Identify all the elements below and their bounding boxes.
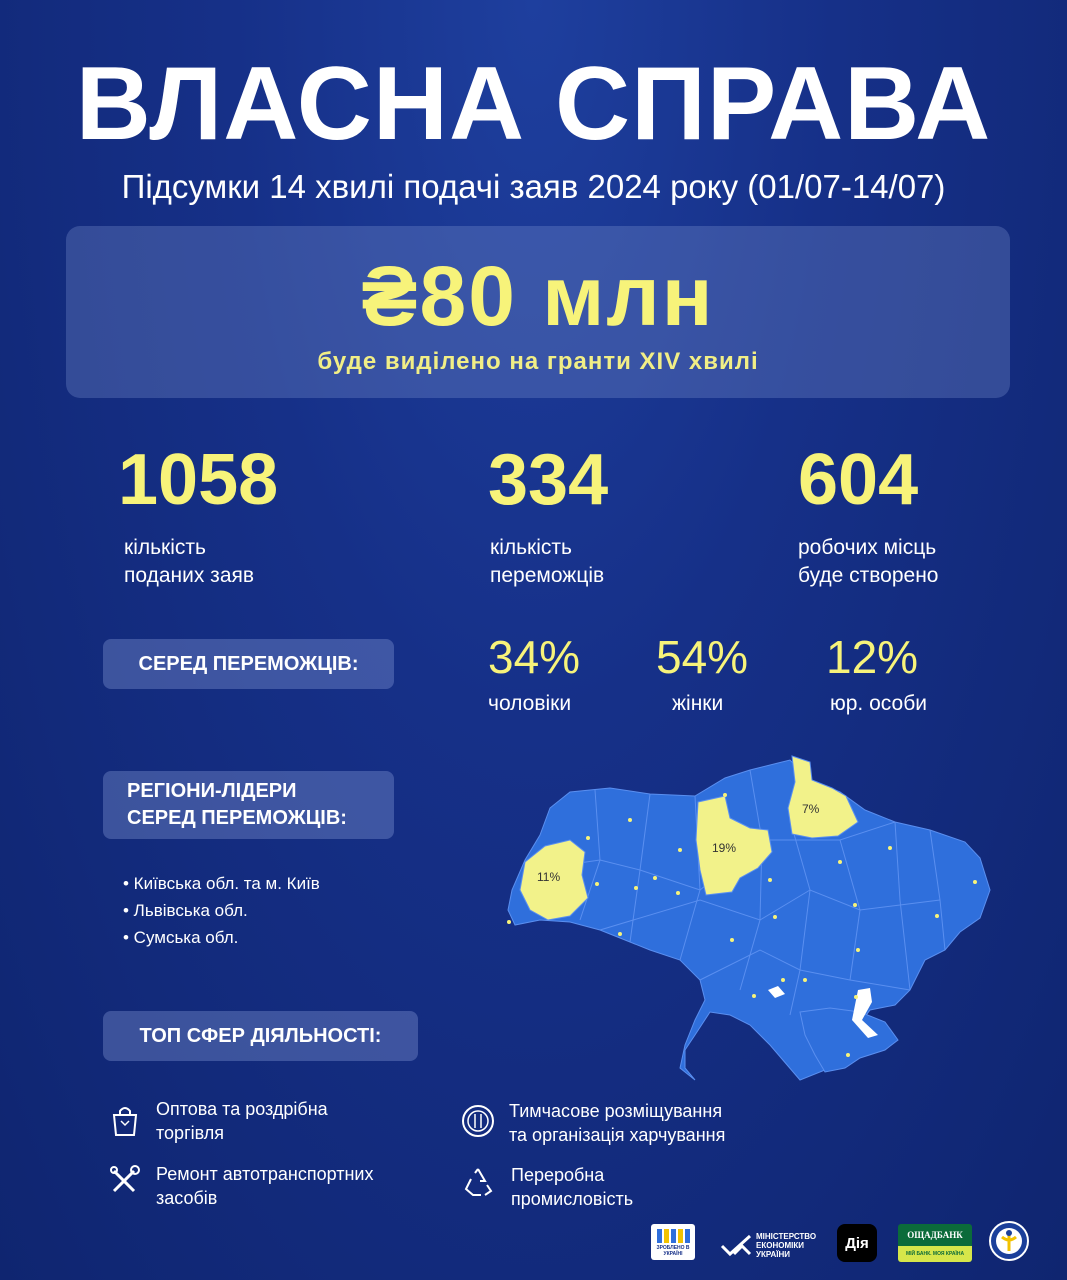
- oschadbank-slogan: МІЙ БАНК. МОЯ КРАЇНА: [898, 1246, 972, 1262]
- ministry-text-line: УКРАЇНИ: [756, 1250, 791, 1259]
- stat-value: 334: [488, 440, 609, 520]
- employment-center-emblem-icon: [988, 1220, 1030, 1262]
- sector-text-line: Оптова та роздрібна: [156, 1099, 328, 1119]
- sector-accommodation: [509, 1099, 725, 1147]
- map-label-lviv: 11%: [537, 870, 561, 884]
- stat-label: [798, 534, 939, 590]
- hero-caption: буде виділено на гранти XIV хвилі: [317, 348, 759, 375]
- sector-processing: [511, 1163, 633, 1211]
- stat-applications: [118, 440, 279, 590]
- made-in-ukraine-bars: [657, 1229, 690, 1243]
- tools-icon: [108, 1163, 142, 1197]
- ministry-text: [756, 1232, 816, 1259]
- winners-women: [656, 631, 749, 716]
- recycle-icon: [461, 1165, 495, 1199]
- stat-winners: [488, 440, 609, 590]
- sector-text-line: Тимчасове розміщування: [509, 1101, 723, 1121]
- regions-heading-line: СЕРЕД ПЕРЕМОЖЦІВ:: [127, 807, 347, 829]
- page-subtitle: Підсумки 14 хвилі подачі заяв 2024 року (01/07-14/07): [121, 168, 946, 205]
- percent-label: юр. особи: [830, 692, 927, 715]
- stat-label-line: переможців: [490, 564, 605, 587]
- sectors-heading: ТОП СФЕР ДІЯЛЬНОСТІ:: [103, 1011, 418, 1061]
- winners-heading: СЕРЕД ПЕРЕМОЖЦІВ:: [103, 639, 394, 689]
- oschadbank-name: ОЩАДБАНК: [907, 1230, 963, 1240]
- percent-value: 54%: [656, 631, 749, 683]
- stat-label-line: кількість: [490, 536, 572, 559]
- winners-legal: [826, 631, 927, 716]
- winners-men: [488, 631, 581, 716]
- stat-value: 1058: [118, 440, 279, 520]
- percent-label: чоловіки: [488, 692, 572, 715]
- list-item: • Сумська обл.: [123, 928, 239, 947]
- regions-list: [123, 870, 320, 951]
- regions-heading: [103, 771, 394, 839]
- percent-value: 12%: [826, 631, 919, 683]
- diia-logo: Дія: [837, 1224, 877, 1262]
- list-item: • Київська обл. та м. Київ: [123, 874, 320, 893]
- sector-repair: [156, 1162, 373, 1210]
- sector-text-line: промисловість: [511, 1189, 634, 1209]
- ministry-text-line: МІНІСТЕРСТВО: [756, 1232, 817, 1241]
- sector-text-line: торгівля: [156, 1123, 225, 1143]
- stat-label-line: поданих заяв: [124, 564, 255, 587]
- hero-banner: [66, 226, 1010, 398]
- dining-icon: [461, 1104, 495, 1138]
- hero-amount: ₴80 млн: [361, 249, 715, 343]
- ministry-economy-logo: [720, 1228, 825, 1264]
- percent-value: 34%: [488, 631, 581, 683]
- stat-value: 604: [798, 440, 919, 520]
- stat-label: [124, 534, 278, 590]
- page-title: ВЛАСНА СПРАВА: [75, 46, 992, 162]
- shopping-bag-icon: [108, 1104, 142, 1138]
- sector-text-line: Ремонт автотранспортних: [156, 1164, 374, 1184]
- map-label-kyiv: 19%: [712, 841, 737, 855]
- oschadbank-logo: [898, 1224, 972, 1262]
- sector-text-line: Переробна: [511, 1165, 605, 1185]
- regions-heading-line: РЕГІОНИ-ЛІДЕРИ: [127, 780, 297, 802]
- ukraine-map: [500, 750, 1000, 1085]
- stat-label-line: робочих місць: [798, 536, 937, 559]
- stat-label-line: кількість: [124, 536, 206, 559]
- percent-label: жінки: [672, 692, 724, 715]
- sector-trade: [156, 1097, 328, 1145]
- made-in-ukraine-text: ЗРОБЛЕНО В УКРАЇНІ: [656, 1245, 690, 1257]
- list-item: • Львівська обл.: [123, 901, 248, 920]
- sector-text-line: засобів: [156, 1188, 218, 1208]
- stat-jobs: [798, 440, 939, 590]
- stat-label: [490, 534, 608, 590]
- made-in-ukraine-logo: [651, 1224, 695, 1260]
- stat-label-line: буде створено: [798, 564, 939, 587]
- ministry-text-line: ЕКОНОМІКИ: [756, 1241, 804, 1250]
- sector-text-line: та організація харчування: [509, 1125, 726, 1145]
- map-label-sumy: 7%: [802, 802, 820, 816]
- ministry-check-icon: [720, 1234, 752, 1258]
